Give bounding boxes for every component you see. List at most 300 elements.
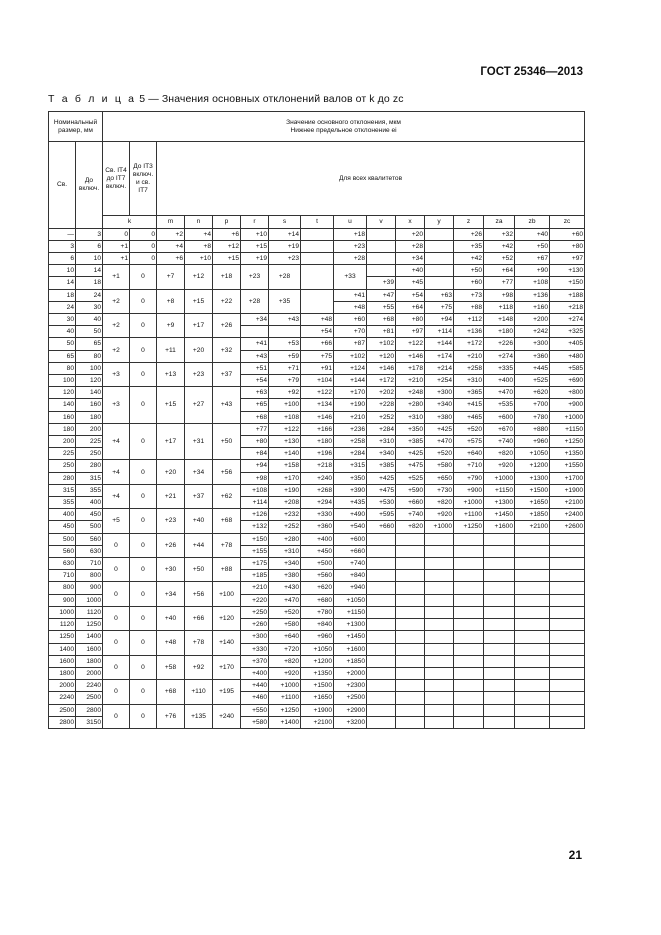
table-cell: 0 — [130, 423, 157, 460]
table-cell: +28 — [269, 265, 301, 289]
table-cell: +150 — [241, 533, 269, 545]
header-letter-zb: zb — [515, 216, 550, 229]
header-letter-x: x — [396, 216, 425, 229]
table-cell: +1000 — [269, 680, 301, 692]
table-cell: +210 — [396, 375, 425, 387]
table-cell: +1250 — [454, 521, 484, 533]
table-cell — [367, 692, 396, 704]
table-cell: 250 — [76, 448, 103, 460]
table-cell — [484, 533, 515, 545]
table-cell: +650 — [425, 472, 454, 484]
table-cell: +66 — [185, 606, 213, 630]
table-cell: +120 — [213, 606, 241, 630]
table-cell: 280 — [76, 460, 103, 472]
table-cell: +43 — [213, 387, 241, 424]
table-cell: +920 — [425, 509, 454, 521]
table-cell: +218 — [550, 301, 585, 313]
table-cell — [367, 228, 396, 240]
header-letter-k: k — [103, 216, 157, 229]
table-cell: +132 — [241, 521, 269, 533]
table-cell: +920 — [269, 667, 301, 679]
table-cell: +520 — [269, 606, 301, 618]
table-cell: 10 — [49, 265, 76, 277]
table-cell: +1 — [103, 253, 130, 265]
table-cell — [454, 631, 484, 643]
table-cell: +2 — [157, 228, 185, 240]
table-cell: 315 — [76, 472, 103, 484]
table-cell: 225 — [76, 436, 103, 448]
table-cell: +60 — [334, 314, 367, 326]
table-cell: +135 — [185, 704, 213, 728]
table-cell: +214 — [425, 362, 454, 374]
table-cell: +740 — [484, 436, 515, 448]
table-cell: 100 — [49, 375, 76, 387]
table-cell — [367, 667, 396, 679]
table-cell: +2500 — [334, 692, 367, 704]
table-cell: +15 — [185, 289, 213, 313]
table-cell — [396, 582, 425, 594]
table-row — [49, 362, 585, 374]
table-cell: 560 — [76, 533, 103, 545]
table-cell: +10 — [185, 253, 213, 265]
table-cell — [484, 606, 515, 618]
table-cell: +405 — [550, 338, 585, 350]
table-cell: 315 — [49, 484, 76, 496]
table-cell: +385 — [396, 436, 425, 448]
table-cell: 120 — [49, 387, 76, 399]
table-cell — [454, 716, 484, 728]
standard-number: ГОСТ 25346—2013 — [480, 66, 583, 78]
table-cell — [367, 594, 396, 606]
table-cell: 1000 — [76, 594, 103, 606]
table-cell — [454, 692, 484, 704]
table-cell: +118 — [484, 301, 515, 313]
table-cell: 0 — [130, 606, 157, 630]
table-cell: +40 — [157, 606, 185, 630]
table-cell: 0 — [130, 265, 157, 289]
table-cell: +108 — [515, 277, 550, 289]
table-cell — [301, 253, 334, 265]
table-cell — [484, 680, 515, 692]
table-cell: +310 — [367, 436, 396, 448]
table-cell: +8 — [157, 289, 185, 313]
table-cell: +42 — [454, 253, 484, 265]
table-cell: +136 — [515, 289, 550, 301]
table-cell: +470 — [269, 594, 301, 606]
table-cell — [367, 558, 396, 570]
table-cell: +475 — [396, 460, 425, 472]
table-cell: +960 — [301, 631, 334, 643]
table-row — [49, 704, 585, 716]
table-cell: 1250 — [76, 619, 103, 631]
table-cell: +40 — [515, 228, 550, 240]
table-cell: +475 — [367, 484, 396, 496]
table-cell: +170 — [269, 472, 301, 484]
table-cell: 355 — [49, 497, 76, 509]
header-letter-za: za — [484, 216, 515, 229]
table-cell — [396, 655, 425, 667]
table-cell: +820 — [425, 497, 454, 509]
table-cell: +240 — [213, 704, 241, 728]
caption-prefix: Т а б л и ц а — [48, 93, 137, 105]
table-cell: +28 — [396, 240, 425, 252]
table-cell: +56 — [213, 460, 241, 484]
table-cell: 24 — [76, 289, 103, 301]
table-cell: 180 — [49, 423, 76, 435]
table-cell: +550 — [241, 704, 269, 716]
table-cell: +166 — [301, 423, 334, 435]
table-cell: +134 — [301, 399, 334, 411]
table-row — [49, 631, 585, 643]
table-cell: +1300 — [515, 472, 550, 484]
table-cell: +9 — [157, 314, 185, 338]
table-cell: +34 — [241, 314, 269, 326]
table-cell: +178 — [396, 362, 425, 374]
table-cell — [241, 326, 269, 338]
table-cell: +840 — [301, 619, 334, 631]
table-cell — [550, 533, 585, 545]
table-cell: +540 — [334, 521, 367, 533]
table-cell: 0 — [103, 680, 130, 704]
table-cell — [484, 667, 515, 679]
table-cell: +248 — [396, 387, 425, 399]
table-cell: +92 — [269, 387, 301, 399]
table-cell: 10 — [76, 253, 103, 265]
table-cell: +130 — [269, 436, 301, 448]
table-cell: +450 — [301, 545, 334, 557]
table-cell: +620 — [515, 387, 550, 399]
header-letter-t: t — [301, 216, 334, 229]
table-cell — [550, 704, 585, 716]
table-cell — [301, 265, 334, 289]
table-cell: +110 — [185, 680, 213, 704]
table-cell: +33 — [334, 265, 367, 289]
table-row — [49, 265, 585, 277]
table-cell: +620 — [301, 582, 334, 594]
table-cell: +400 — [241, 667, 269, 679]
table-cell — [367, 680, 396, 692]
table-cell — [515, 667, 550, 679]
table-cell: +1000 — [425, 521, 454, 533]
table-cell: 710 — [49, 570, 76, 582]
table-cell: 0 — [103, 533, 130, 557]
table-cell: +20 — [396, 228, 425, 240]
table-cell: +66 — [301, 338, 334, 350]
table-cell: +47 — [367, 289, 396, 301]
table-cell: 0 — [130, 533, 157, 557]
table-cell: +34 — [396, 253, 425, 265]
table-cell: +242 — [515, 326, 550, 338]
table-cell: +108 — [241, 484, 269, 496]
table-cell: +580 — [269, 619, 301, 631]
table-cell: +1000 — [484, 472, 515, 484]
table-cell: +600 — [484, 411, 515, 423]
table-cell: 65 — [49, 350, 76, 362]
table-cell: +26 — [213, 314, 241, 338]
table-cell: +190 — [334, 399, 367, 411]
table-cell — [396, 716, 425, 728]
table-cell: +226 — [484, 338, 515, 350]
table-cell: +97 — [396, 326, 425, 338]
table-cell: 900 — [49, 594, 76, 606]
table-cell: +960 — [515, 436, 550, 448]
table-cell: 2800 — [49, 716, 76, 728]
header-deviation — [103, 112, 585, 142]
table-cell: 1800 — [76, 655, 103, 667]
table-cell: +1450 — [334, 631, 367, 643]
header-deviation-value: Значение основного отклонения, мкм — [286, 118, 401, 126]
table-cell: +470 — [425, 436, 454, 448]
table-cell: +1350 — [301, 667, 334, 679]
table-row — [49, 509, 585, 521]
table-cell: 0 — [130, 509, 157, 533]
table-cell — [367, 582, 396, 594]
table-cell: +640 — [454, 448, 484, 460]
table-cell: +11 — [157, 338, 185, 362]
table-cell: +1150 — [550, 423, 585, 435]
table-cell — [550, 570, 585, 582]
header-letter-p: p — [213, 216, 241, 229]
table-cell: 1400 — [49, 643, 76, 655]
table-cell: +1050 — [515, 448, 550, 460]
table-cell — [515, 680, 550, 692]
table-cell: +1300 — [334, 619, 367, 631]
header-letter-u: u — [334, 216, 367, 229]
table-cell — [515, 631, 550, 643]
table-cell: +1500 — [301, 680, 334, 692]
table-cell: 0 — [130, 558, 157, 582]
table-cell: +1600 — [484, 521, 515, 533]
table-cell — [367, 643, 396, 655]
table-cell: +77 — [484, 277, 515, 289]
table-cell: +660 — [396, 497, 425, 509]
table-cell — [484, 704, 515, 716]
table-cell: +900 — [454, 484, 484, 496]
table-cell: +1300 — [484, 497, 515, 509]
table-cell: +23 — [241, 265, 269, 289]
table-cell: +53 — [269, 338, 301, 350]
table-cell: +1050 — [334, 594, 367, 606]
table-cell: +68 — [241, 411, 269, 423]
table-cell: +940 — [334, 582, 367, 594]
table-cell: +1100 — [269, 692, 301, 704]
table-cell: +19 — [269, 240, 301, 252]
table-cell: +75 — [425, 301, 454, 313]
table-cell: 24 — [49, 301, 76, 313]
table-cell: 1000 — [49, 606, 76, 618]
table-cell — [515, 704, 550, 716]
header-letter-v: v — [367, 216, 396, 229]
table-cell: 14 — [76, 265, 103, 277]
table-cell — [425, 680, 454, 692]
table-cell: — — [49, 228, 76, 240]
table-cell: 0 — [103, 606, 130, 630]
table-cell: +18 — [213, 265, 241, 289]
table-cell: 0 — [130, 680, 157, 704]
table-cell: +490 — [334, 509, 367, 521]
table-cell — [550, 692, 585, 704]
table-cell: +172 — [454, 338, 484, 350]
table-cell: +175 — [241, 558, 269, 570]
table-cell: +274 — [550, 314, 585, 326]
table-cell: +900 — [550, 399, 585, 411]
table-cell: +880 — [515, 423, 550, 435]
table-cell: +4 — [103, 484, 130, 508]
table-cell: +780 — [301, 606, 334, 618]
table-cell: +43 — [269, 314, 301, 326]
table-cell — [515, 606, 550, 618]
table-cell: +1000 — [454, 497, 484, 509]
table-cell: +45 — [396, 277, 425, 289]
table-cell: +3 — [103, 362, 130, 386]
table-cell: 3150 — [76, 716, 103, 728]
table-cell: +284 — [367, 423, 396, 435]
table-cell: +77 — [241, 423, 269, 435]
table-cell: 18 — [49, 289, 76, 301]
table-cell: +2 — [103, 338, 130, 362]
table-cell — [454, 704, 484, 716]
table-cell: +68 — [367, 314, 396, 326]
table-cell: +200 — [515, 314, 550, 326]
caption-number: 5 — [139, 93, 146, 105]
table-cell: +1250 — [550, 436, 585, 448]
table-cell: +1200 — [515, 460, 550, 472]
table-cell: +94 — [241, 460, 269, 472]
table-cell — [396, 570, 425, 582]
table-cell — [367, 716, 396, 728]
table-cell: 160 — [49, 411, 76, 423]
table-row — [49, 558, 585, 570]
table-cell: 250 — [49, 460, 76, 472]
table-cell: +59 — [269, 350, 301, 362]
table-cell — [515, 655, 550, 667]
table-cell: +360 — [301, 521, 334, 533]
header-letter-z: z — [454, 216, 484, 229]
table-cell: +17 — [157, 423, 185, 460]
table-cell — [425, 228, 454, 240]
table-cell: 1120 — [76, 606, 103, 618]
table-cell: +180 — [484, 326, 515, 338]
table-cell — [454, 655, 484, 667]
table-cell — [425, 570, 454, 582]
table-cell — [484, 558, 515, 570]
table-cell: +1900 — [550, 484, 585, 496]
table-cell: +60 — [454, 277, 484, 289]
table-cell: +330 — [301, 509, 334, 521]
table-cell: +365 — [454, 387, 484, 399]
table-cell — [454, 570, 484, 582]
table-cell: +124 — [334, 362, 367, 374]
table-cell — [425, 692, 454, 704]
table-cell: +64 — [484, 265, 515, 277]
table-cell: +350 — [396, 423, 425, 435]
table-cell: +32 — [484, 228, 515, 240]
table-cell: +4 — [103, 423, 130, 460]
table-cell: +240 — [301, 472, 334, 484]
table-cell: 0 — [130, 460, 157, 484]
table-cell: 0 — [130, 228, 157, 240]
table-cell: +35 — [269, 289, 301, 313]
table-cell: +218 — [301, 460, 334, 472]
table-cell: +144 — [334, 375, 367, 387]
table-cell: 0 — [130, 314, 157, 338]
table-cell: +1400 — [269, 716, 301, 728]
table-cell: +315 — [334, 460, 367, 472]
table-cell: 200 — [76, 423, 103, 435]
table-cell — [515, 716, 550, 728]
table-cell: +122 — [396, 338, 425, 350]
table-cell — [550, 545, 585, 557]
header-letter-r: r — [241, 216, 269, 229]
table-cell: +100 — [213, 582, 241, 606]
table-cell: 0 — [130, 253, 157, 265]
table-cell: +600 — [334, 533, 367, 545]
table-cell: +580 — [241, 716, 269, 728]
table-cell — [396, 594, 425, 606]
table-cell: +425 — [425, 423, 454, 435]
table-cell: +112 — [454, 314, 484, 326]
table-cell: 160 — [76, 399, 103, 411]
table-cell — [396, 643, 425, 655]
table-cell: +585 — [550, 362, 585, 374]
table-cell — [550, 619, 585, 631]
table-cell: 3 — [49, 240, 76, 252]
table-cell: +12 — [185, 265, 213, 289]
table-cell: +23 — [334, 240, 367, 252]
table-cell: 280 — [49, 472, 76, 484]
table-cell — [425, 667, 454, 679]
table-cell: +97 — [550, 253, 585, 265]
table-cell: +34 — [185, 460, 213, 484]
table-cell: +350 — [334, 472, 367, 484]
table-cell — [367, 619, 396, 631]
table-cell — [367, 655, 396, 667]
table-cell: 2240 — [76, 680, 103, 692]
table-cell: +1550 — [550, 460, 585, 472]
table-cell — [367, 545, 396, 557]
table-cell: +415 — [454, 399, 484, 411]
table-cell: +32 — [213, 338, 241, 362]
table-cell — [367, 606, 396, 618]
header-letter-n: n — [185, 216, 213, 229]
table-cell: +78 — [213, 533, 241, 557]
table-cell — [515, 545, 550, 557]
table-row — [49, 582, 585, 594]
table-cell: +400 — [301, 533, 334, 545]
table-cell: 30 — [76, 301, 103, 313]
table-cell — [484, 545, 515, 557]
table-cell — [425, 619, 454, 631]
table-cell: +50 — [213, 423, 241, 460]
table-cell — [396, 704, 425, 716]
table-cell: +470 — [484, 387, 515, 399]
table-cell: 560 — [49, 545, 76, 557]
table-cell: +790 — [454, 472, 484, 484]
table-cell: 18 — [76, 277, 103, 289]
table-cell: +67 — [515, 253, 550, 265]
table-cell — [515, 619, 550, 631]
table-cell: 400 — [49, 509, 76, 521]
table-cell — [454, 619, 484, 631]
table-cell — [425, 545, 454, 557]
table-cell: +102 — [367, 338, 396, 350]
table-cell: +114 — [425, 326, 454, 338]
table-cell: +158 — [269, 460, 301, 472]
table-cell: +280 — [396, 399, 425, 411]
table-cell — [550, 680, 585, 692]
table-cell: +1600 — [334, 643, 367, 655]
table-cell: +210 — [241, 582, 269, 594]
